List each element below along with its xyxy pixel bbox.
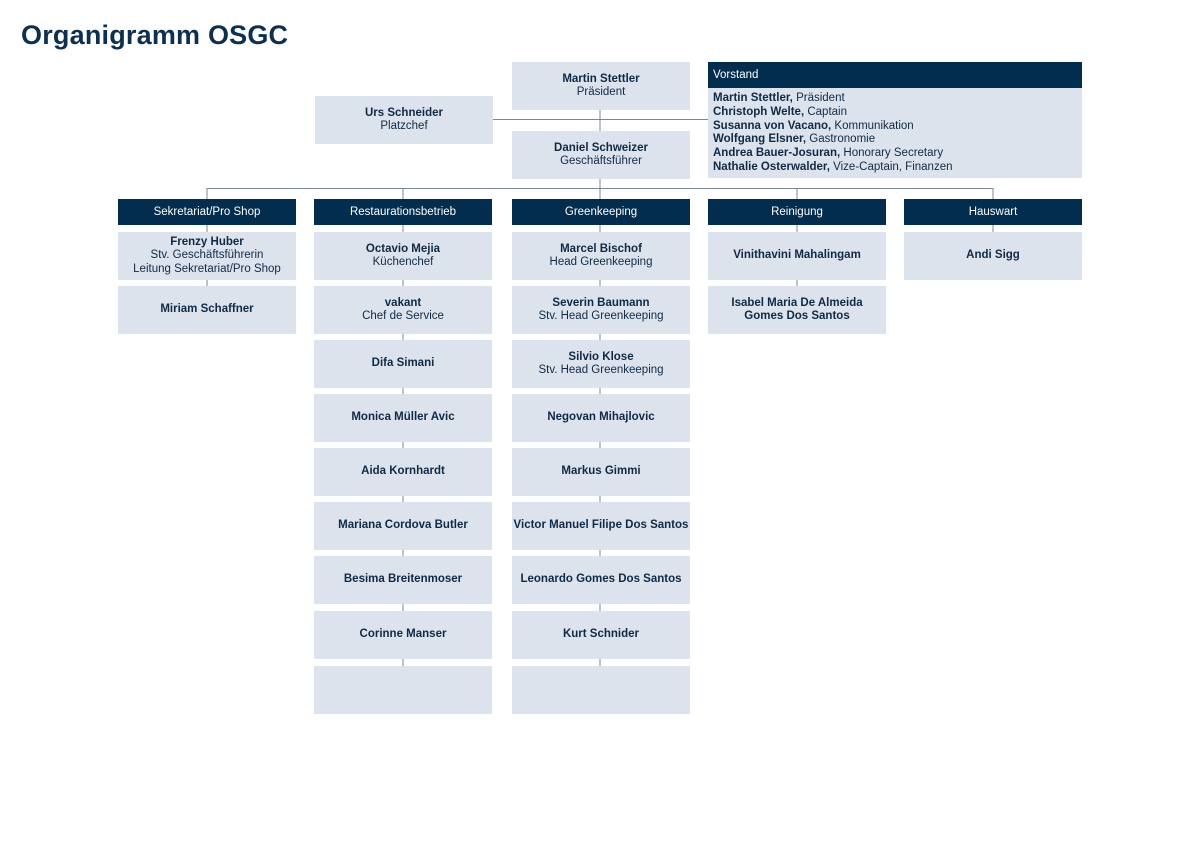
member-box bbox=[512, 502, 690, 550]
member-box bbox=[512, 232, 690, 280]
vorstand-header: Vorstand bbox=[708, 62, 1082, 88]
member-name: Gomes Dos Santos bbox=[744, 310, 850, 322]
member-box bbox=[118, 232, 296, 280]
member-role: Stv. Head Greenkeeping bbox=[538, 364, 664, 376]
platzchef-role: Platzchef bbox=[380, 120, 428, 132]
vorstand-member: Christoph Welte, Captain bbox=[713, 105, 847, 118]
member-name: Aida Kornhardt bbox=[361, 465, 445, 478]
member-role: Leitung Sekretariat/Pro Shop bbox=[133, 262, 281, 275]
platzchef-box bbox=[315, 96, 493, 144]
gf-role: Geschäftsführer bbox=[560, 155, 642, 167]
dept-header-sekretariat: Sekretariat/Pro Shop bbox=[118, 199, 296, 225]
dept-header-hauswart: Hauswart bbox=[904, 199, 1082, 225]
member-box bbox=[314, 232, 492, 280]
member-box bbox=[708, 232, 886, 280]
member-role: Chef de Service bbox=[362, 310, 444, 322]
member-name: Frenzy Huber bbox=[170, 235, 244, 248]
member-box bbox=[118, 286, 296, 334]
member-role: Stv. Head Greenkeeping bbox=[538, 310, 664, 322]
member-name: Isabel Maria De Almeida bbox=[731, 296, 863, 309]
member-name: Leonardo Gomes Dos Santos bbox=[520, 573, 682, 586]
member-box bbox=[314, 340, 492, 388]
member-role: Stv. Geschäftsführerin bbox=[150, 249, 264, 262]
dept-header-reinigung: Reinigung bbox=[708, 199, 886, 225]
member-name: Andi Sigg bbox=[966, 249, 1020, 262]
member-name: vakant bbox=[384, 296, 422, 309]
member-name: Severin Baumann bbox=[552, 296, 650, 309]
member-name: Kurt Schnider bbox=[562, 628, 640, 641]
platzchef-name: Urs Schneider bbox=[365, 106, 443, 119]
member-box bbox=[904, 232, 1082, 280]
member-name: Silvio Klose bbox=[568, 350, 634, 363]
gf-box bbox=[512, 131, 690, 179]
member-name: Marcel Bischof bbox=[560, 242, 642, 255]
member-role: Küchenchef bbox=[372, 256, 434, 268]
member-name: Mariana Cordova Butler bbox=[338, 519, 468, 532]
member-name: Besima Breitenmoser bbox=[343, 573, 463, 586]
member-name: Markus Gimmi bbox=[561, 465, 641, 478]
member-box bbox=[512, 394, 690, 442]
member-name: Victor Manuel Filipe Dos Santos bbox=[513, 519, 689, 532]
member-box bbox=[314, 448, 492, 496]
vorstand-member: Susanna von Vacano, Kommunikation bbox=[713, 119, 914, 132]
member-box bbox=[314, 611, 492, 659]
member-box bbox=[512, 448, 690, 496]
member-name: Vinithavini Mahalingam bbox=[733, 249, 861, 262]
member-name: Corinne Manser bbox=[359, 628, 447, 641]
gf-name: Daniel Schweizer bbox=[554, 141, 648, 154]
member-box bbox=[314, 394, 492, 442]
dept-header-greenkeeping: Greenkeeping bbox=[512, 199, 690, 225]
member-box-empty bbox=[314, 666, 492, 714]
president-role: Präsident bbox=[576, 86, 626, 98]
member-box bbox=[314, 556, 492, 604]
member-box bbox=[512, 556, 690, 604]
member-name: Negovan Mihajlovic bbox=[547, 411, 655, 424]
page-title: Organigramm OSGC bbox=[21, 20, 289, 50]
vorstand-member: Martin Stettler, Präsident bbox=[713, 92, 845, 104]
president-box bbox=[512, 62, 690, 110]
dept-header-restauration: Restaurationsbetrieb bbox=[314, 199, 492, 225]
member-name: Octavio Mejia bbox=[365, 242, 441, 255]
member-box bbox=[314, 286, 492, 334]
member-box bbox=[314, 502, 492, 550]
member-box bbox=[708, 286, 886, 334]
vorstand-member: Nathalie Osterwalder, Vize-Captain, Finanzen bbox=[713, 160, 953, 173]
member-role: Head Greenkeeping bbox=[549, 256, 653, 268]
member-box bbox=[512, 340, 690, 388]
vorstand-member: Andrea Bauer-Josuran, Honorary Secretary bbox=[713, 147, 944, 160]
vorstand-member: Wolfgang Elsner, Gastronomie bbox=[713, 133, 876, 146]
member-box bbox=[512, 611, 690, 659]
vorstand-list bbox=[708, 88, 1082, 178]
president-name: Martin Stettler bbox=[562, 72, 640, 85]
member-name: Monica Müller Avic bbox=[351, 411, 455, 424]
member-name: Miriam Schaffner bbox=[160, 303, 254, 316]
member-box bbox=[512, 286, 690, 334]
member-name: Difa Simani bbox=[371, 357, 435, 370]
member-box-empty bbox=[512, 666, 690, 714]
